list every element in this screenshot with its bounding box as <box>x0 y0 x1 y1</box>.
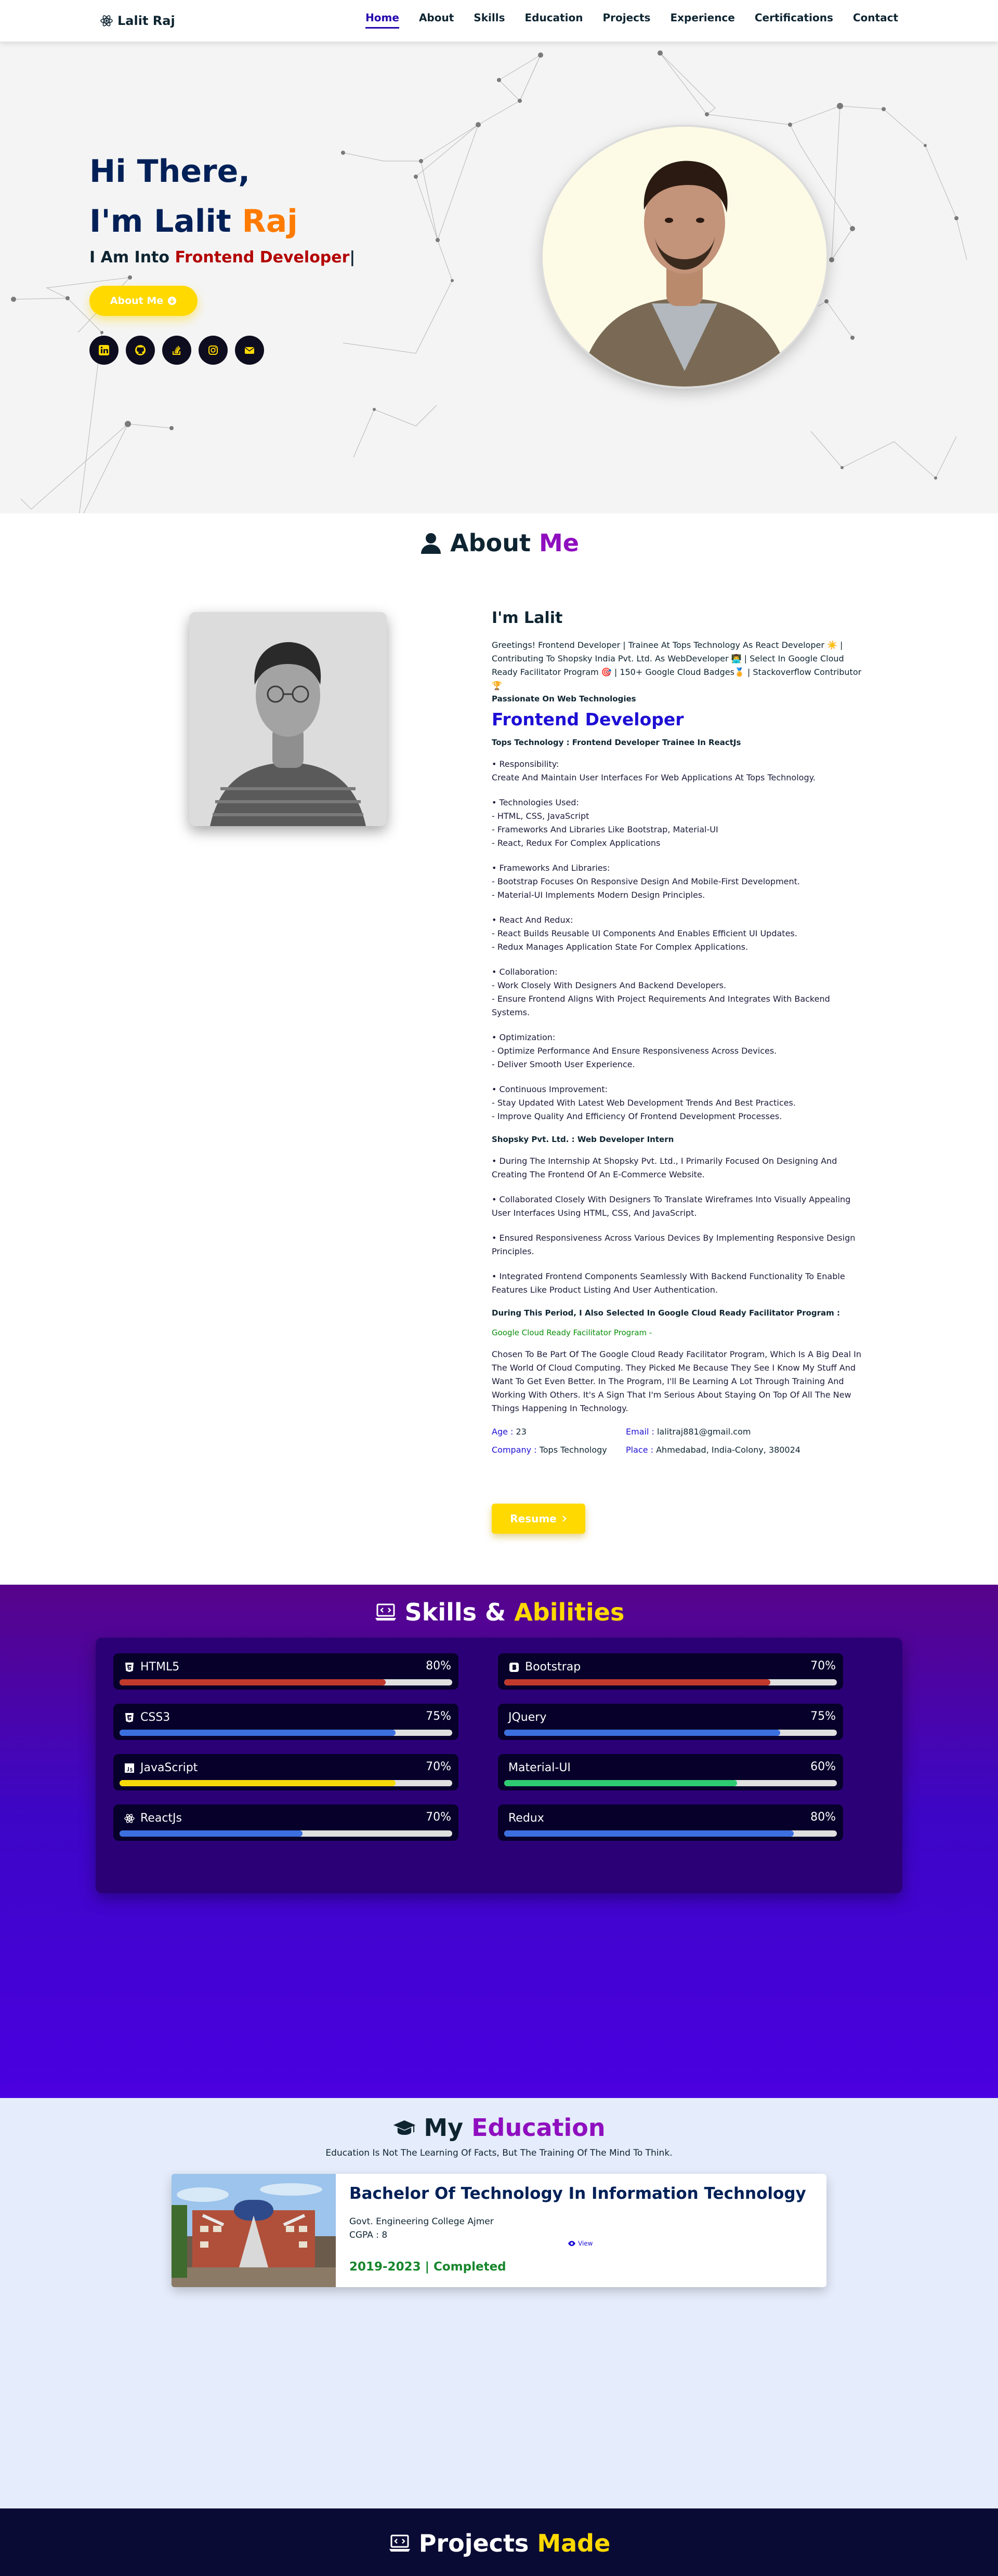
exp-point: • Responsibility: Create And Maintain User Interfaces For Web Applications At Tops Technology. <box>492 759 816 782</box>
place-info: Place : Ahmedabad, India-Colony, 380024 <box>626 1445 800 1455</box>
react-logo-icon <box>100 14 113 28</box>
skill-percent: 70% <box>426 1811 451 1824</box>
hero-name: I'm Lalit <box>89 203 242 240</box>
projects-heading <box>0 2529 998 2557</box>
projects-heading-accent: Made <box>537 2529 611 2557</box>
skills-container <box>96 1638 902 1893</box>
view-button[interactable] <box>568 2239 593 2248</box>
gcf-text: Chosen To Be Part Of The Google Cloud Ready Facilitator Program, Which Is A Big Deal In The World Of Cloud Computing. They Picked Me Because They See I Know My Stuff And Want To Get Even Better. In The Program, I'll Be Learning A Lot Through Training And Working With Others. It's A Sign That I'm Serious About Staying On Top Of All The New Things Happening In Technology. <box>492 1349 862 1413</box>
nav-links <box>365 11 898 29</box>
nav-about[interactable]: About <box>418 11 454 24</box>
skill-name <box>124 1711 170 1724</box>
college-image <box>172 2174 336 2287</box>
skill-material-ui <box>498 1754 843 1790</box>
typed-prefix: I Am Into <box>89 248 175 267</box>
education-heading-accent: Education <box>471 2114 606 2142</box>
skill-html5 <box>113 1653 458 1690</box>
skill-name <box>124 1661 179 1674</box>
linkedin-icon[interactable] <box>89 336 119 365</box>
skill-redux <box>498 1804 843 1841</box>
skill-progress-fill <box>120 1679 386 1685</box>
about-name: I'm Lalit <box>492 609 563 627</box>
resume-label: Resume <box>510 1512 557 1525</box>
skill-progress-fill <box>504 1780 737 1786</box>
nav-skills[interactable]: Skills <box>474 11 505 24</box>
skill-progress-track <box>504 1830 837 1837</box>
skill-label: CSS3 <box>140 1711 170 1724</box>
instagram-icon[interactable] <box>199 336 228 365</box>
chevron-right-icon <box>562 1515 567 1522</box>
eye-icon <box>568 2239 576 2248</box>
education-degree: Bachelor Of Technology In Information Technology <box>349 2184 806 2203</box>
skill-progress-track <box>120 1830 452 1837</box>
exp-point: • Frameworks And Libraries: - Bootstrap Focuses On Responsive Design And Mobile-First Development. - Material-UI Implements Modern Design Principles. <box>492 863 800 900</box>
skill-percent: 70% <box>810 1659 836 1672</box>
skill-bootstrap <box>498 1653 843 1690</box>
gcf-title: Google Cloud Ready Facilitator Program - <box>492 1328 652 1337</box>
bootstrap-icon <box>508 1662 520 1673</box>
education-section <box>0 2098 998 2508</box>
skill-label: HTML5 <box>140 1661 180 1674</box>
exp-point: • Collaboration: - Work Closely With Designers And Backend Developers. - Ensure Frontend Aligns With Project Requirements And Integrates With Backend Systems. <box>492 967 830 1017</box>
skill-progress-track <box>120 1780 452 1786</box>
about-me-label: About Me <box>110 295 164 307</box>
resume-button[interactable] <box>492 1504 585 1534</box>
about-portrait <box>189 612 387 826</box>
skills-heading-accent: Abilities <box>514 1598 625 1626</box>
skill-progress-fill <box>120 1830 303 1837</box>
hero-greeting: Hi There, <box>89 153 251 190</box>
exp-point: • During The Internship At Shopsky Pvt. Ltd., I Primarily Focused On Designing And Creating The Frontend Of An E-Commerce Website. <box>492 1156 837 1179</box>
hero-name-accent: Raj <box>242 203 298 240</box>
skill-label: Bootstrap <box>525 1661 581 1674</box>
stackoverflow-icon[interactable] <box>162 336 191 365</box>
skill-progress-fill <box>504 1679 770 1685</box>
github-icon[interactable] <box>126 336 155 365</box>
exp-point: • Ensured Responsiveness Across Various Devices By Implementing Responsive Design Principles. <box>492 1233 856 1256</box>
view-label: View <box>578 2240 593 2247</box>
exp-point: • Continuous Improvement: - Stay Updated With Latest Web Development Trends And Best Practices. - Improve Quality And Efficiency Of Frontend Development Processes. <box>492 1084 796 1121</box>
about-heading-text: About <box>450 529 539 557</box>
exp-point: • Collaborated Closely With Designers To Translate Wireframes Into Visually Appealing User Interfaces Using HTML, CSS, And JavaScript. <box>492 1194 851 1218</box>
experience-title-tops: Tops Technology : Frontend Developer Trainee In ReactJs <box>492 738 741 747</box>
hero-typed-text <box>89 248 355 267</box>
skill-name <box>508 1761 571 1774</box>
nav-experience[interactable]: Experience <box>670 11 735 24</box>
laptop-code-icon <box>388 2531 412 2555</box>
company-info: Company : Tops Technology <box>492 1445 607 1455</box>
gcf-intro: During This Period, I Also Selected In Google Cloud Ready Facilitator Program : <box>492 1308 841 1318</box>
typed-role: Frontend Developer <box>175 248 350 267</box>
css3-icon <box>124 1712 135 1723</box>
skill-css3 <box>113 1704 458 1740</box>
skill-label: JQuery <box>508 1711 547 1724</box>
skill-progress-track <box>120 1679 452 1685</box>
skill-progress-fill <box>504 1830 794 1837</box>
education-heading-text: My <box>424 2114 472 2142</box>
skill-label: JavaScript <box>140 1761 198 1774</box>
about-me-button[interactable] <box>89 286 198 316</box>
skill-javascript <box>113 1754 458 1790</box>
about-role: Frontend Developer <box>492 709 684 729</box>
skills-heading-text: Skills & <box>404 1598 515 1626</box>
skill-label: Material-UI <box>508 1761 571 1774</box>
education-heading <box>0 2114 998 2142</box>
javascript-icon <box>124 1762 135 1774</box>
nav-contact[interactable]: Contact <box>852 11 898 24</box>
graduation-cap-icon <box>392 2116 416 2140</box>
exp-point: • React And Redux: - React Builds Reusable UI Components And Enables Efficient UI Updates. - Redux Manages Application State For Complex Applications. <box>492 915 797 952</box>
skills-heading <box>0 1598 998 1626</box>
skill-percent: 80% <box>810 1811 836 1824</box>
education-status: 2019-2023 | Completed <box>349 2260 506 2274</box>
exp-point: • Optimization: - Optimize Performance And Ensure Responsiveness Across Devices. - Deliver Smooth User Experience. <box>492 1032 777 1069</box>
projects-section <box>0 2508 998 2576</box>
age-info: Age : 23 <box>492 1427 527 1437</box>
education-cgpa: CGPA : 8 <box>349 2230 388 2240</box>
particles-background <box>0 42 998 513</box>
nav-projects[interactable]: Projects <box>602 11 651 24</box>
mail-icon[interactable] <box>235 336 264 365</box>
skill-label: ReactJs <box>140 1812 182 1825</box>
education-college: Govt. Engineering College Ajmer <box>349 2216 494 2227</box>
skill-label: Redux <box>508 1812 544 1825</box>
exp-point: • Technologies Used: - HTML, CSS, JavaScript - Frameworks And Libraries Like Bootstrap, Material-UI - React, Redux For Complex Applications <box>492 798 718 848</box>
experience-title-shopsky: Shopsky Pvt. Ltd. : Web Developer Intern <box>492 1135 674 1144</box>
skill-name <box>124 1812 182 1825</box>
skills-section <box>0 1585 998 2098</box>
typed-cursor: | <box>349 248 356 267</box>
skill-reactjs <box>113 1804 458 1841</box>
nav-certifications[interactable]: Certifications <box>754 11 833 24</box>
hero-section <box>0 42 998 513</box>
nav-home[interactable]: Home <box>365 11 399 29</box>
skill-percent: 75% <box>810 1710 836 1723</box>
about-intro: Greetings! Frontend Developer | Trainee At Tops Technology As React Developer ☀️ | Contributing To Shopsky India Pvt. Ltd. As WebDeveloper 👨‍💻 | Select In Google Cloud Ready Facilitator Program 🎯 | 150+ Google Cloud Badges🏅 | Stackoverflow Contributor 🏆 <box>492 640 862 691</box>
about-heading-accent: Me <box>539 529 579 557</box>
skill-percent: 60% <box>810 1760 836 1773</box>
html5-icon <box>124 1662 135 1673</box>
logo-text: Lalit Raj <box>117 14 175 28</box>
about-heading <box>0 529 998 557</box>
email-info: Email : lalitraj881@gmail.com <box>626 1427 751 1437</box>
react-icon <box>124 1813 135 1824</box>
user-icon <box>419 531 443 555</box>
skill-name <box>124 1761 198 1774</box>
skill-jquery <box>498 1704 843 1740</box>
skill-progress-track <box>504 1780 837 1786</box>
skill-progress-fill <box>120 1730 396 1736</box>
laptop-code-icon <box>374 1600 398 1624</box>
skill-progress-fill <box>504 1730 780 1736</box>
logo[interactable] <box>100 12 175 29</box>
skill-progress-track <box>504 1679 837 1685</box>
hero-name-line <box>89 196 298 246</box>
skill-name <box>508 1812 544 1825</box>
about-tagline: Passionate On Web Technologies <box>492 694 636 703</box>
education-quote: Education Is Not The Learning Of Facts, But The Training Of The Mind To Think. <box>325 2148 673 2158</box>
skill-progress-track <box>120 1730 452 1736</box>
skill-name <box>508 1661 581 1674</box>
about-section <box>0 513 998 1585</box>
arrow-circle-down-icon <box>167 296 177 306</box>
skill-progress-track <box>504 1730 837 1736</box>
hero-profile-photo <box>543 127 826 387</box>
skill-percent: 80% <box>426 1659 451 1672</box>
hero-title <box>89 147 298 246</box>
skill-name <box>508 1711 546 1724</box>
education-card <box>172 2174 826 2287</box>
social-links <box>89 336 264 365</box>
skill-progress-fill <box>120 1780 396 1786</box>
skill-percent: 70% <box>426 1760 451 1773</box>
about-content <box>492 609 866 1455</box>
exp-point: • Integrated Frontend Components Seamlessly With Backend Functionality To Enable Features Like Product Listing And User Authentication. <box>492 1271 845 1295</box>
nav-education[interactable]: Education <box>524 11 583 24</box>
profile-portrait <box>543 127 826 387</box>
navbar <box>0 0 998 42</box>
personal-info <box>492 1427 866 1455</box>
skill-percent: 75% <box>426 1710 451 1723</box>
projects-heading-text: Projects <box>418 2529 537 2557</box>
about-profile-photo <box>189 612 387 826</box>
